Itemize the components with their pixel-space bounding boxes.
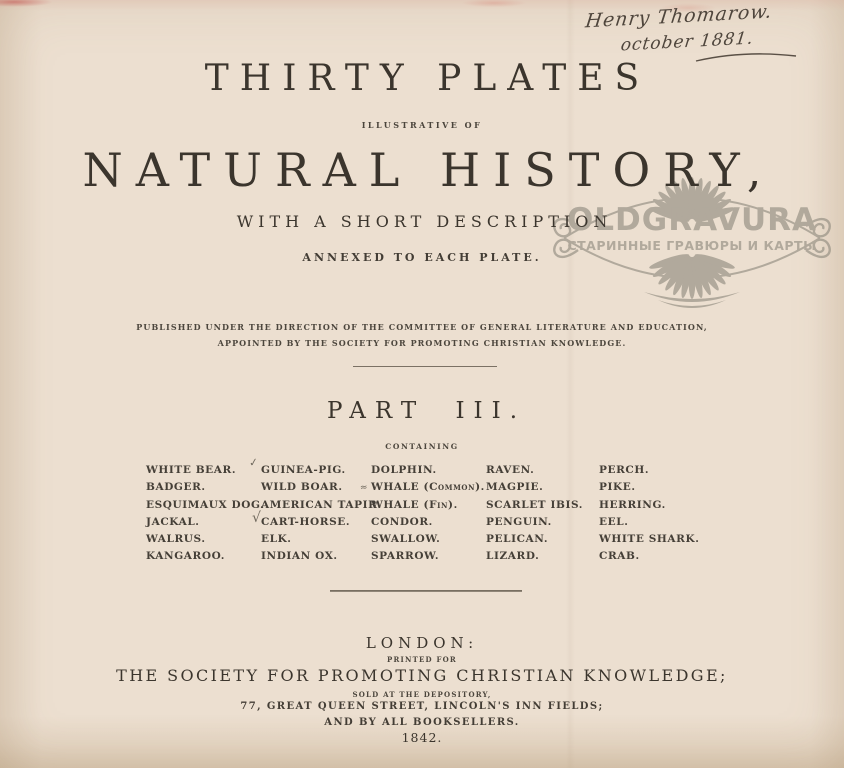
colophon-printed-for: PRINTED FOR: [387, 655, 457, 664]
list-item: CONDOR.: [371, 515, 433, 528]
list-item: ELK.: [261, 533, 292, 546]
book-subject-title: NATURAL HISTORY,: [82, 143, 775, 197]
list-item: MAGPIE.: [486, 481, 544, 494]
list-item: SWALLOW.: [371, 533, 441, 546]
book-main-title: THIRTY PLATES: [204, 58, 651, 99]
handwritten-owner-name: Henry Thomarow.: [584, 0, 774, 33]
colophon-booksellers: AND BY ALL BOOKSELLERS.: [324, 717, 520, 728]
part-heading: PART III.: [326, 398, 527, 424]
list-item: KANGAROO.: [146, 550, 226, 563]
pencil-checkmark-cart-horse: √: [252, 510, 261, 526]
subtitle-annexed: ANNEXED TO EACH PLATE.: [302, 251, 542, 264]
contents-column-4: [486, 462, 583, 566]
handwritten-inscription: [585, 0, 827, 57]
contents-column-1: [146, 462, 264, 566]
imprint-line-1: PUBLISHED UNDER THE DIRECTION OF THE COMMITTEE OF GENERAL LITERATURE AND EDUCATION,: [136, 322, 708, 332]
contents-column-2: [261, 462, 382, 566]
list-item: WALRUS.: [146, 533, 206, 546]
list-item: BADGER.: [146, 481, 206, 494]
containing-label: CONTAINING: [385, 442, 459, 451]
list-item: LIZARD.: [486, 550, 540, 563]
watermark-tagline-text: СТАРИННЫЕ ГРАВЮРЫ И КАРТЫ: [567, 238, 817, 253]
list-item: AMERICAN TAPIR.: [261, 498, 382, 511]
subtitle-description: WITH A SHORT DESCRIPTION: [236, 212, 613, 231]
divider-rule-top: [353, 366, 497, 367]
illustrative-of-line: ILLUSTRATIVE OF: [361, 120, 483, 130]
contents-column-3: [371, 462, 485, 566]
contents-column-5: [599, 462, 699, 566]
list-item: ESQUIMAUX DOG.: [146, 498, 265, 511]
list-item: CRAB.: [599, 550, 640, 563]
list-item: PERCH.: [599, 464, 650, 476]
list-item: CART-HORSE.: [261, 515, 351, 528]
colophon-sold-at: SOLD AT THE DEPOSITORY,: [352, 690, 492, 699]
watermark-brand-text: OLDGRAVURA: [566, 202, 818, 238]
list-item: WHITE SHARK.: [599, 533, 700, 546]
divider-rule-bottom: [330, 590, 522, 592]
list-item: HERRING.: [599, 498, 666, 511]
list-item: PIKE.: [599, 481, 636, 494]
list-item: WHALE (Fin).: [371, 498, 458, 511]
list-item: WHITE BEAR.: [146, 464, 237, 476]
list-item: GUINEA-PIG.: [261, 464, 346, 476]
list-item: WHALE (Common).: [371, 481, 485, 494]
colophon-city: LONDON:: [365, 634, 479, 652]
list-item: PELICAN.: [486, 533, 549, 546]
handwritten-date: october 1881.: [619, 28, 755, 56]
colophon-publisher: THE SOCIETY FOR PROMOTING CHRISTIAN KNOWLEDGE;: [116, 666, 728, 685]
list-item: JACKAL.: [146, 515, 200, 528]
list-item: PENGUIN.: [486, 515, 552, 528]
list-item: RAVEN.: [486, 464, 535, 476]
list-item: WILD BOAR.: [261, 481, 343, 494]
pencil-checkmark-guinea-pig: ✓: [248, 455, 260, 470]
list-item: SPARROW.: [371, 550, 440, 563]
pencil-mark-whale-common: ≈: [359, 482, 368, 494]
list-item: SCARLET IBIS.: [486, 498, 584, 511]
colophon-address: 77, GREAT QUEEN STREET, LINCOLN'S INN FIELDS;: [240, 701, 604, 712]
colophon-year: 1842.: [401, 730, 443, 745]
list-item: EEL.: [599, 515, 629, 528]
imprint-line-2: APPOINTED BY THE SOCIETY FOR PROMOTING CHRISTIAN KNOWLEDGE.: [217, 338, 627, 348]
list-item: DOLPHIN.: [371, 464, 437, 476]
list-item: INDIAN OX.: [261, 550, 338, 563]
